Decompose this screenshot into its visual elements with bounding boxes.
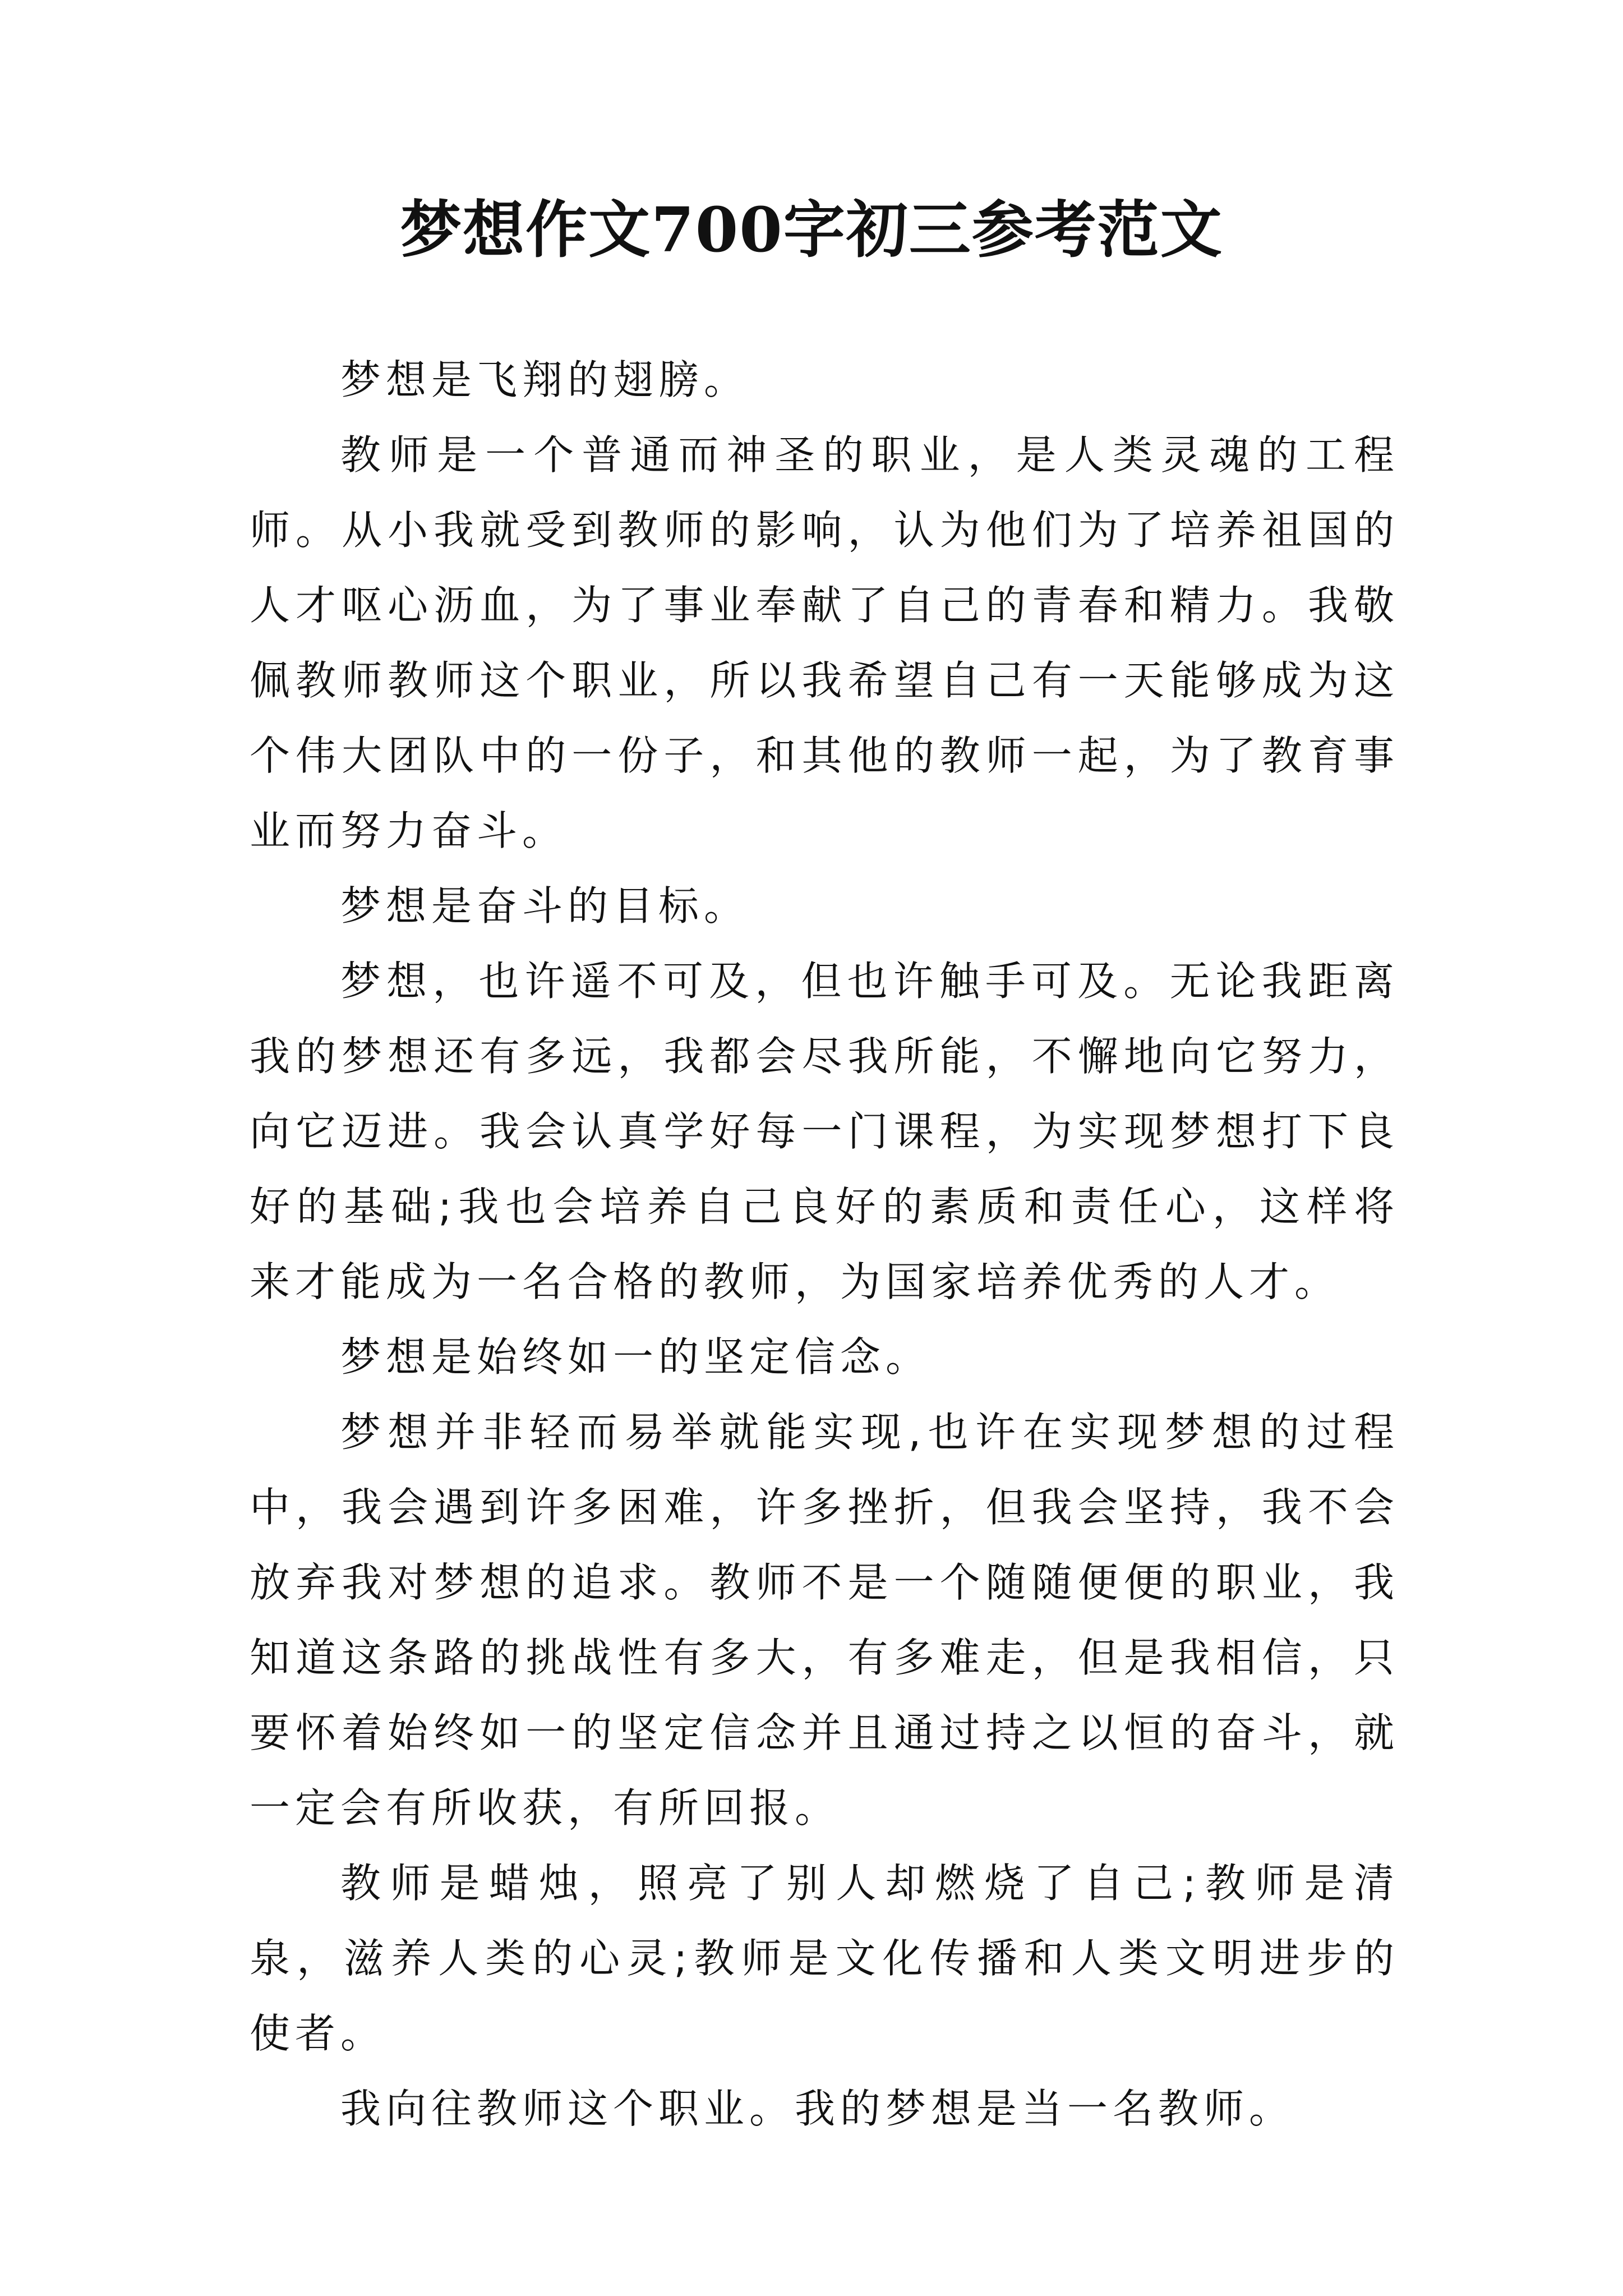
paragraph-2: 教师是一个普通而神圣的职业，是人类灵魂的工程师。从小我就受到教师的影响，认为他们为了培养祖国的人才呕心沥血，为了事业奉献了自己的青春和精力。我敬佩教师教师这个职业，所以我希望自己有一天能够成为这个伟大团队中的一份子，和其他的教师一起，为了教育事业而努力奋斗。 <box>250 431 1399 854</box>
document-body <box>250 342 1399 2146</box>
paragraph-8: 我向往教师这个职业。我的梦想是当一名教师。 <box>340 2085 1295 2132</box>
paragraph-5: 梦想是始终如一的坚定信念。 <box>340 1333 932 1381</box>
paragraph-6: 梦想并非轻而易举就能实现,也许在实现梦想的过程中，我会遇到许多困难，许多挫折，但我会坚持，我不会放弃我对梦想的追求。教师不是一个随随便便的职业，我知道这条路的挑战性有多大，有多难走，但是我相信，只要怀着始终如一的坚定信念并且通过持之以恒的奋斗，就一定会有所收获，有所回报。 <box>250 1409 1399 1832</box>
paragraph-3: 梦想是奋斗的目标。 <box>340 882 750 930</box>
document-title: 梦想作文700字初三参考范文 <box>400 194 1223 266</box>
paragraph-7: 教师是蜡烛，照亮了别人却燃烧了自己;教师是清泉，滋养人类的心灵;教师是文化传播和人类文明进步的使者。 <box>250 1860 1399 2057</box>
paragraph-1: 梦想是飞翔的翅膀。 <box>340 356 750 403</box>
paragraph-4: 梦想，也许遥不可及，但也许触手可及。无论我距离我的梦想还有多远，我都会尽我所能，不懈地向它努力，向它迈进。我会认真学好每一门课程，为实现梦想打下良好的基础;我也会培养自己良好的素质和责任心，这样将来才能成为一名合格的教师，为国家培养优秀的人才。 <box>250 958 1399 1305</box>
